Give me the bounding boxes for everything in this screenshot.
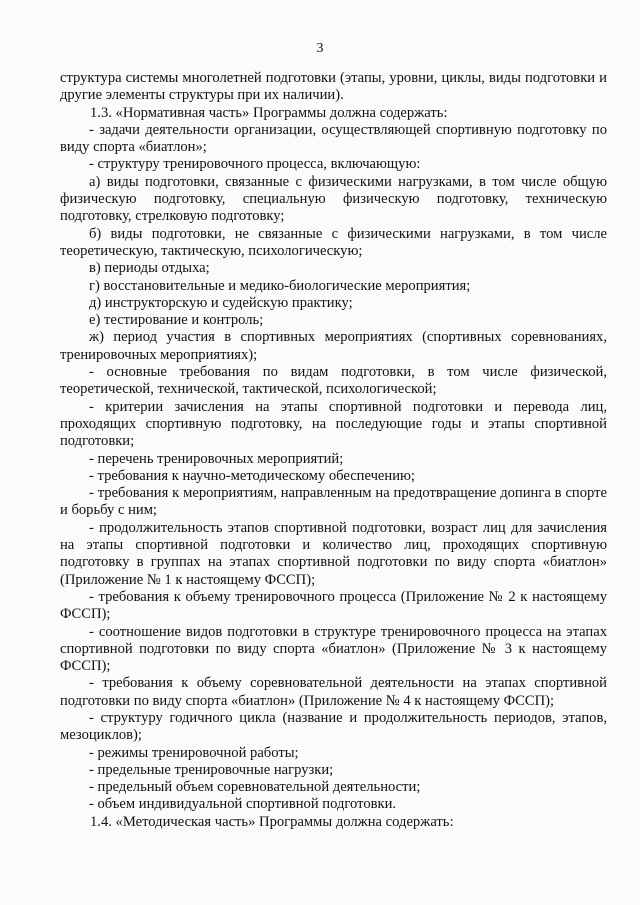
document-body <box>60 70 607 831</box>
sub-item-b-non-physical-training: б) виды подготовки, не связанные с физическими нагрузками, в том числе теоретическую, тактическую, психологическую; <box>60 225 607 259</box>
section-heading-normative-part: 1.3. «Нормативная часть» Программы должна содержать: <box>90 104 448 121</box>
list-item-max-loads: - предельные тренировочные нагрузки; <box>89 761 334 778</box>
list-item-max-competition: - предельный объем соревновательной деятельности; <box>89 779 421 796</box>
list-item-training-volume: - требования к объему тренировочного процесса (Приложение № 2 к настоящему ФССП); <box>60 588 607 623</box>
sub-item-a-physical-training: а) виды подготовки, связанные с физическими нагрузками, в том числе общую физическую подготовку, специальную физическую подготовку, техническую подготовку, стрелковую подготовку; <box>60 173 607 225</box>
section-heading-methodical-part: 1.4. «Методическая часть» Программы должна содержать: <box>90 813 454 830</box>
list-item-training-ratio: - соотношение видов подготовки в структуре тренировочного процесса на этапах спортивной подготовки по виду спорта «биатлон» (Приложение № 3 к настоящему ФССП); <box>60 623 607 675</box>
list-item-admission-criteria: - критерии зачисления на этапы спортивной подготовки и перевода лиц, проходящих спортивную подготовку, на последующие годы и этапы спортивной подготовки; <box>60 398 607 450</box>
list-item-training-structure: - структуру тренировочного процесса, включающую: <box>89 156 421 173</box>
list-item-training-events-list: - перечень тренировочных мероприятий; <box>89 450 344 467</box>
list-item-competition-volume: - требования к объему соревновательной деятельности на этапах спортивной подготовки по виду спорта «биатлон» (Приложение № 4 к настоящему ФССП); <box>60 675 607 709</box>
sub-item-e-testing-control: е) тестирование и контроль; <box>89 312 264 329</box>
list-item-individual-training: - объем индивидуальной спортивной подготовки. <box>89 796 397 813</box>
paragraph-structure-continuation: структура системы многолетней подготовки (этапы, уровни, циклы, виды подготовки и другие элементы структуры при их наличии). <box>60 70 607 104</box>
list-item-organization-tasks: - задачи деятельности организации, осуществляющей спортивную подготовку по виду спорта «биатлон»; <box>60 121 607 156</box>
list-item-annual-cycle: - структуру годичного цикла (название и продолжительность периодов, этапов, мезоциклов); <box>60 709 607 744</box>
sub-item-zh-sport-events: ж) период участия в спортивных мероприятиях (спортивных соревнованиях, тренировочных мероприятиях); <box>60 329 607 363</box>
list-item-training-requirements: - основные требования по видам подготовки, в том числе физической, теоретической, технической, тактической, психологической; <box>60 364 607 398</box>
list-item-stage-duration: - продолжительность этапов спортивной подготовки, возраст лиц для зачисления на этапы спортивной подготовки и количество лиц, проходящих спортивную подготовку в группах на этапах спортивной подготовки по виду спорта «биатлон» (Приложение № 1 к настоящему ФССП); <box>60 519 607 588</box>
page-number: 3 <box>316 41 324 56</box>
sub-item-v-rest-periods: в) периоды отдыха; <box>89 260 210 277</box>
sub-item-g-recovery-measures: г) восстановительные и медико-биологические мероприятия; <box>89 277 471 294</box>
list-item-training-modes: - режимы тренировочной работы; <box>89 744 299 761</box>
list-item-methodological-support: - требования к научно-методическому обеспечению; <box>89 467 415 484</box>
list-item-anti-doping: - требования к мероприятиям, направленным на предотвращение допинга в спорте и борьбу с ним; <box>60 485 607 519</box>
sub-item-d-instructor-practice: д) инструкторскую и судейскую практику; <box>89 294 353 311</box>
